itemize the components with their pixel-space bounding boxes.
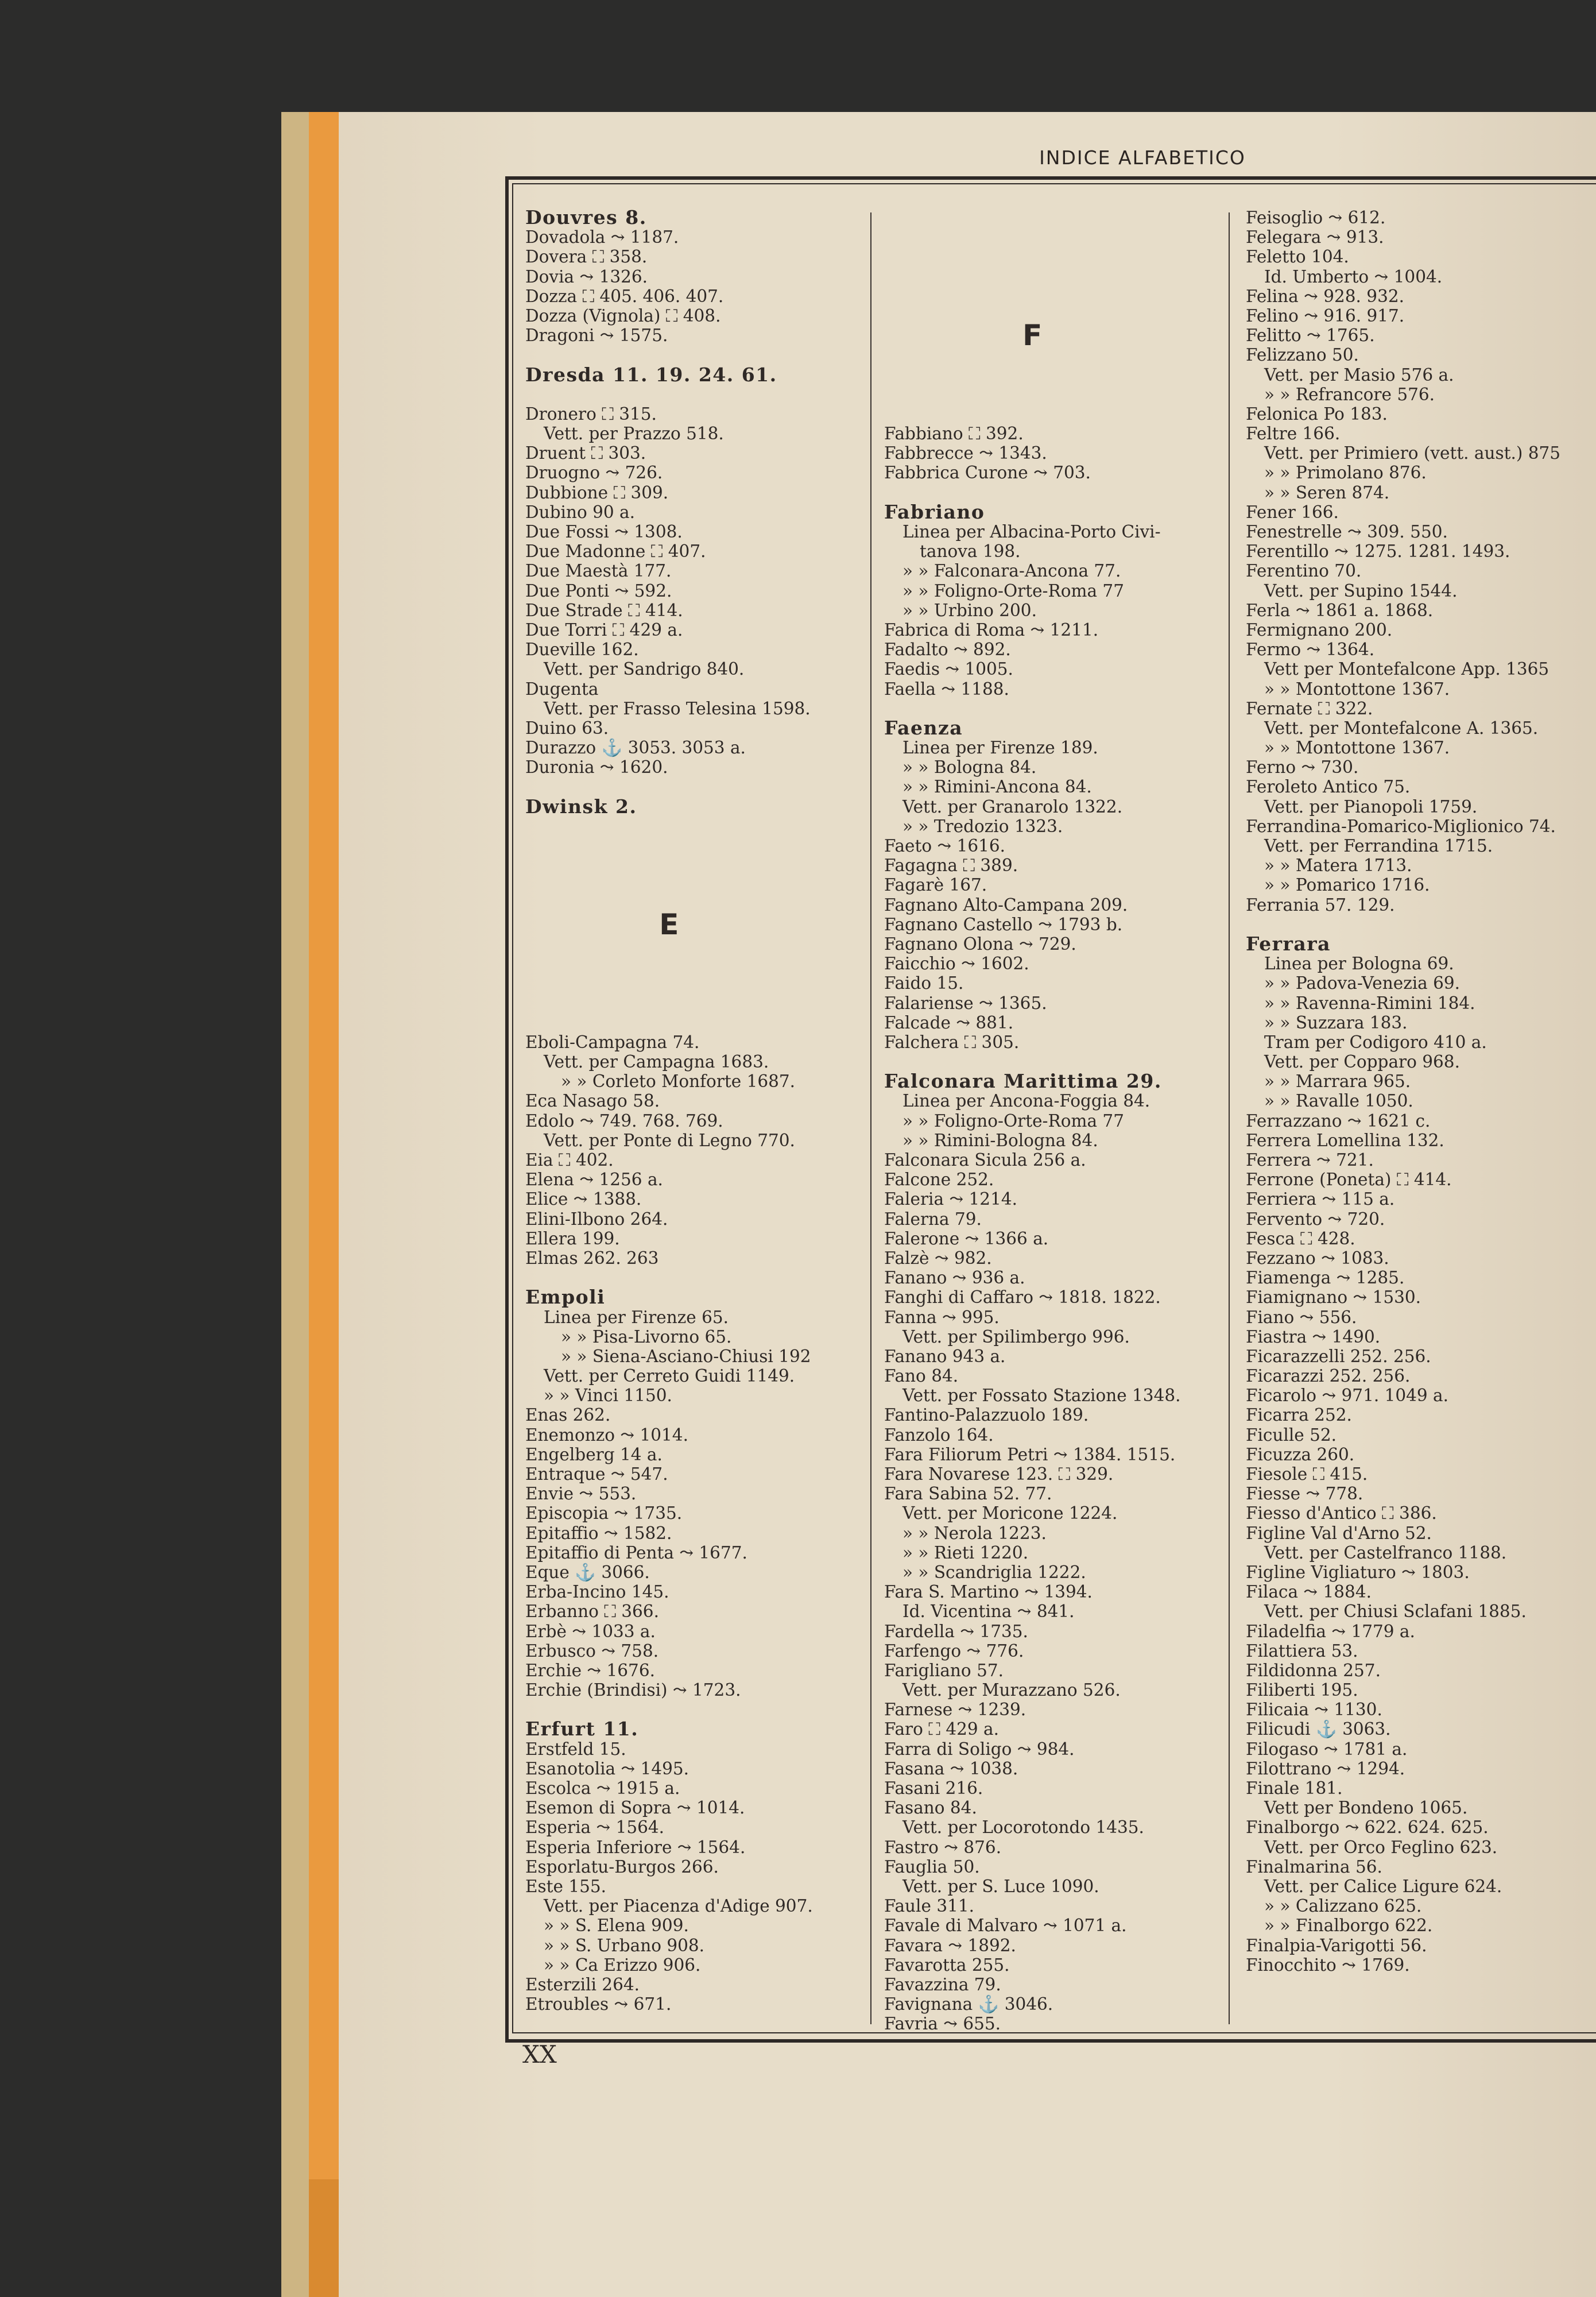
index-entry: Falchera ⛶ 305.	[884, 1032, 1020, 1052]
index-entry: Fagnano Alto-Campana 209.	[884, 895, 1128, 915]
index-entry: Erstfeld 15.	[525, 1739, 626, 1759]
index-entry: Finalmarina 56.	[1246, 1857, 1382, 1877]
index-entry: » » Calizzano 625.	[1264, 1896, 1422, 1916]
index-entry: Feltre 166.	[1246, 424, 1341, 444]
index-entry: Vett per Bondeno 1065.	[1264, 1798, 1468, 1818]
index-entry: Fara S. Martino ⤳ 1394.	[884, 1582, 1093, 1602]
index-entry	[525, 856, 813, 875]
index-entry: Vett. per Prazzo 518.	[544, 424, 724, 444]
index-entry: » » Pomarico 1716.	[1264, 875, 1430, 895]
index-entry: Farfengo ⤳ 776.	[884, 1641, 1024, 1661]
index-entry: Faule 311.	[884, 1896, 975, 1916]
index-heading: Faenza	[884, 716, 963, 739]
index-entry: Fauglia 50.	[884, 1857, 980, 1877]
index-entry: » » Vinci 1150.	[544, 1386, 672, 1406]
index-entry: Dugenta	[525, 679, 599, 699]
index-column-2	[884, 208, 1181, 2033]
index-entry: Linea per Albacina-Porto Civi-	[902, 522, 1161, 542]
index-entry: Falariense ⤳ 1365.	[884, 993, 1047, 1013]
index-entry: Ferno ⤳ 730.	[1246, 757, 1359, 778]
index-entry: Id. Vicentina ⤳ 841.	[902, 1602, 1075, 1622]
index-entry: Filicaia ⤳ 1130.	[1246, 1700, 1382, 1720]
index-entry: » » Montottone 1367.	[1264, 679, 1450, 699]
index-entry: Epitaffio ⤳ 1582.	[525, 1523, 672, 1543]
index-entry	[1246, 915, 1560, 934]
index-entry: Faedis ⤳ 1005.	[884, 659, 1013, 679]
index-entry: Enemonzo ⤳ 1014.	[525, 1425, 688, 1445]
index-entry: Ferentino 70.	[1246, 561, 1362, 581]
index-entry: » » Corleto Monforte 1687.	[561, 1072, 796, 1092]
index-entry: Erchie ⤳ 1676.	[525, 1660, 655, 1680]
index-entry	[884, 404, 1181, 424]
index-entry: Fabrica di Roma ⤳ 1211.	[884, 620, 1099, 640]
index-entry: Fenestrelle ⤳ 309. 550.	[1246, 522, 1448, 542]
index-entry	[525, 954, 813, 973]
index-entry: Vett. per Primiero (vett. aust.) 875	[1264, 443, 1561, 463]
index-entry: Fanano 943 a.	[884, 1346, 1006, 1366]
index-entry: Faella ⤳ 1188.	[884, 679, 1009, 699]
index-entry: Farnese ⤳ 1239.	[884, 1700, 1026, 1720]
index-entry: Id. Umberto ⤳ 1004.	[1264, 266, 1443, 287]
index-entry: Faro ⛶ 429 a.	[884, 1719, 999, 1739]
index-entry: Dovia ⤳ 1326.	[525, 266, 648, 287]
index-entry: Felina ⤳ 928. 932.	[1246, 286, 1404, 306]
index-entry: Dozza ⛶ 405. 406. 407.	[525, 286, 724, 306]
index-entry: Filicudi ⚓ 3063.	[1246, 1719, 1391, 1739]
index-entry: Fiamenga ⤳ 1285.	[1246, 1268, 1405, 1288]
index-entry: Fabbiano ⛶ 392.	[884, 424, 1024, 444]
index-entry: Felizzano 50.	[1246, 345, 1359, 365]
index-entry: Fesca ⛶ 428.	[1246, 1228, 1355, 1248]
index-entry: Due Torri ⛶ 429 a.	[525, 620, 683, 640]
index-entry: » » Seren 874.	[1264, 482, 1390, 502]
index-entry: » » Rieti 1220.	[902, 1542, 1029, 1563]
index-heading: Ferrara	[1246, 932, 1331, 955]
index-entry: Favria ⤳ 655.	[884, 2014, 1001, 2034]
index-entry: Linea per Bologna 69.	[1264, 954, 1454, 974]
index-entry: Finalpia-Varigotti 56.	[1246, 1935, 1427, 1955]
index-entry: Vett. per Spilimbergo 996.	[902, 1327, 1130, 1347]
index-entry: Fastro ⤳ 876.	[884, 1837, 1002, 1857]
index-entry: Fermignano 200.	[1246, 620, 1393, 640]
index-entry: Fervento ⤳ 720.	[1246, 1209, 1385, 1229]
index-entry: Falzè ⤳ 982.	[884, 1248, 992, 1268]
index-entry: » » Ravalle 1050.	[1264, 1091, 1413, 1111]
index-entry: Escolca ⤳ 1915 a.	[525, 1778, 680, 1798]
index-entry: Fanna ⤳ 995.	[884, 1307, 1000, 1327]
index-entry: Vett. per Pianopoli 1759.	[1264, 796, 1478, 817]
index-entry: Fildidonna 257.	[1246, 1660, 1381, 1680]
index-entry: Filiberti 195.	[1246, 1680, 1358, 1700]
index-entry: Dovadola ⤳ 1187.	[525, 227, 679, 248]
index-entry: Ellera 199.	[525, 1228, 620, 1248]
index-entry: Fiesse ⤳ 778.	[1246, 1484, 1363, 1504]
index-entry: Ficarazzi 252. 256.	[1246, 1366, 1411, 1386]
index-entry: Durazzo ⚓ 3053. 3053 a.	[525, 738, 746, 758]
index-heading: Erfurt 11.	[525, 1718, 639, 1741]
index-entry: Due Madonne ⛶ 407.	[525, 542, 706, 562]
index-entry: Fanghi di Caffaro ⤳ 1818. 1822.	[884, 1287, 1161, 1308]
index-entry: Figline Val d'Arno 52.	[1246, 1523, 1432, 1543]
index-entry: Vett. per Sandrigo 840.	[544, 659, 745, 679]
index-entry: tanova 198.	[920, 542, 1021, 562]
index-entry: Duronia ⤳ 1620.	[525, 757, 668, 778]
index-entry: Ferriera ⤳ 115 a.	[1246, 1189, 1395, 1209]
index-entry: » » Bologna 84.	[902, 757, 1037, 778]
index-entry: Vett. per Copparo 968.	[1264, 1052, 1460, 1072]
index-entry: Linea per Firenze 65.	[544, 1307, 729, 1327]
index-entry: Due Strade ⛶ 414.	[525, 600, 683, 620]
index-entry: Ficarra 252.	[1246, 1405, 1352, 1425]
index-entry: Felegara ⤳ 913.	[1246, 227, 1384, 248]
index-entry: » » S. Urbano 908.	[544, 1935, 705, 1955]
index-entry: » » Foligno-Orte-Roma 77	[902, 581, 1124, 601]
index-entry: » » Ca Erizzo 906.	[544, 1955, 701, 1975]
index-entry: Vett. per Castelfranco 1188.	[1264, 1542, 1507, 1563]
index-entry: Dovera ⛶ 358.	[525, 247, 648, 267]
index-entry: Due Ponti ⤳ 592.	[525, 581, 672, 601]
index-entry: Farigliano 57.	[884, 1660, 1004, 1680]
index-column-1	[525, 208, 813, 2014]
index-entry: Fabbrecce ⤳ 1343.	[884, 443, 1047, 463]
page-binding-edge	[281, 112, 309, 2297]
index-entry: Engelberg 14 a.	[525, 1444, 663, 1464]
index-entry	[525, 993, 813, 1013]
index-entry	[525, 345, 813, 365]
index-entry: Faicchio ⤳ 1602.	[884, 954, 1029, 974]
index-entry: Farra di Soligo ⤳ 984.	[884, 1739, 1075, 1759]
index-entry	[525, 1013, 813, 1033]
index-entry: Erbanno ⛶ 366.	[525, 1602, 659, 1622]
index-entry: Vett. per Cerreto Guidi 1149.	[544, 1366, 795, 1386]
index-entry	[884, 247, 1181, 266]
index-entry: Fanano ⤳ 936 a.	[884, 1268, 1025, 1288]
index-entry: Fernate ⛶ 322.	[1246, 698, 1373, 718]
index-entry: Favarotta 255.	[884, 1955, 1010, 1975]
index-entry: Falconara Sicula 256 a.	[884, 1150, 1086, 1170]
index-heading: Empoli	[525, 1286, 606, 1309]
index-entry: Fardella ⤳ 1735.	[884, 1621, 1028, 1641]
index-entry: Fara Filiorum Petri ⤳ 1384. 1515.	[884, 1444, 1176, 1464]
index-entry: Vett. per Moricone 1224.	[902, 1503, 1118, 1523]
page-header-title: INDICE ALFABETICO	[1039, 146, 1246, 169]
index-entry: » » Suzzara 183.	[1264, 1012, 1408, 1033]
index-entry: » » Tredozio 1323.	[902, 816, 1063, 836]
index-entry: Dragoni ⤳ 1575.	[525, 326, 668, 346]
index-entry: » » S. Elena 909.	[544, 1916, 689, 1936]
index-entry: » » Siena-Asciano-Chiusi 192	[561, 1346, 811, 1366]
index-entry	[884, 699, 1181, 718]
index-entry: Filattiera 53.	[1246, 1641, 1358, 1661]
index-entry	[525, 1700, 813, 1719]
index-heading: Dresda 11. 19. 24. 61.	[525, 363, 777, 386]
index-entry: Druogno ⤳ 726.	[525, 463, 663, 483]
index-heading: Fabriano	[884, 500, 985, 523]
index-entry: Ferrone (Poneta) ⛶ 414.	[1246, 1170, 1452, 1190]
index-entry: Fener 166.	[1246, 502, 1339, 522]
index-entry: Ferrandina-Pomarico-Miglionico 74.	[1246, 816, 1556, 836]
index-entry: Fanzolo 164.	[884, 1425, 994, 1445]
index-entry: » » Urbino 200.	[902, 600, 1037, 620]
index-entry: » » Pisa-Livorno 65.	[561, 1327, 732, 1347]
index-entry: Esperia ⤳ 1564.	[525, 1818, 665, 1838]
index-entry: Eca Nasago 58.	[525, 1091, 660, 1111]
index-entry: Filaca ⤳ 1884.	[1246, 1582, 1372, 1602]
index-heading: Douvres 8.	[525, 206, 647, 229]
index-entry: Ferrera Lomellina 132.	[1246, 1130, 1444, 1150]
index-entry: Erbusco ⤳ 758.	[525, 1641, 659, 1661]
index-entry: Erchie (Brindisi) ⤳ 1723.	[525, 1680, 741, 1700]
index-entry: Fagnano Castello ⤳ 1793 b.	[884, 914, 1123, 934]
index-entry: Fagagna ⛶ 389.	[884, 856, 1018, 876]
index-entry: Fiastra ⤳ 1490.	[1246, 1327, 1381, 1347]
index-entry: Fiesso d'Antico ⛶ 386.	[1246, 1503, 1437, 1523]
index-entry: Favale di Malvaro ⤳ 1071 a.	[884, 1916, 1127, 1936]
index-entry: Fagarè 167.	[884, 875, 987, 895]
index-entry: Ficarolo ⤳ 971. 1049 a.	[1246, 1386, 1449, 1406]
section-letter: E	[659, 907, 679, 941]
index-entry: Fabbrica Curone ⤳ 703.	[884, 463, 1091, 483]
column-divider-2	[1229, 212, 1230, 2024]
index-entry: Favara ⤳ 1892.	[884, 1935, 1016, 1955]
index-entry: Finocchito ⤳ 1769.	[1246, 1955, 1410, 1975]
section-letter: F	[1022, 319, 1043, 353]
index-entry: Falerna 79.	[884, 1209, 982, 1229]
index-entry: Fantino-Palazzuolo 189.	[884, 1405, 1089, 1425]
index-entry: Vett. per Frasso Telesina 1598.	[544, 698, 811, 718]
index-entry: Fasani 216.	[884, 1778, 983, 1798]
orange-margin-strip	[309, 112, 339, 2297]
index-entry: Finalborgo ⤳ 622. 624. 625.	[1246, 1818, 1489, 1838]
index-column-3	[1246, 208, 1560, 1975]
index-entry: Elice ⤳ 1388.	[525, 1189, 642, 1209]
index-entry: Erbè ⤳ 1033 a.	[525, 1621, 656, 1641]
index-entry: Vett. per Murazzano 526.	[902, 1680, 1121, 1700]
index-entry: Edolo ⤳ 749. 768. 769.	[525, 1111, 723, 1131]
index-entry: Eque ⚓ 3066.	[525, 1562, 650, 1582]
index-entry: Elena ⤳ 1256 a.	[525, 1170, 663, 1190]
index-entry: » » Matera 1713.	[1264, 856, 1412, 876]
index-entry: » » Nerola 1223.	[902, 1523, 1047, 1543]
index-entry: Linea per Firenze 189.	[902, 738, 1098, 758]
index-entry: Felonica Po 183.	[1246, 404, 1388, 424]
index-entry: » » Refrancore 576.	[1264, 384, 1435, 404]
index-entry: Esterzili 264.	[525, 1974, 640, 1994]
index-entry: Vett. per Masio 576 a.	[1264, 365, 1454, 385]
index-entry: Vett. per Orco Feglino 623.	[1264, 1837, 1498, 1857]
index-entry: Episcopia ⤳ 1735.	[525, 1503, 683, 1523]
index-entry: » » Montottone 1367.	[1264, 738, 1450, 758]
index-entry: Druent ⛶ 303.	[525, 443, 646, 463]
index-entry: Duino 63.	[525, 718, 609, 738]
index-entry: Felino ⤳ 916. 917.	[1246, 306, 1405, 326]
index-entry: Erba-Incino 145.	[525, 1582, 669, 1602]
index-entry: Vett. per Ponte di Legno 770.	[544, 1130, 795, 1150]
index-entry: Esperia Inferiore ⤳ 1564.	[525, 1837, 746, 1857]
index-heading: Dwinsk 2.	[525, 795, 637, 818]
index-entry: Epitaffio di Penta ⤳ 1677.	[525, 1542, 747, 1563]
index-entry	[525, 385, 813, 404]
index-entry: » » Finalborgo 622.	[1264, 1916, 1433, 1936]
index-entry	[884, 267, 1181, 287]
index-entry	[884, 287, 1181, 306]
index-entry: » » Scandriglia 1222.	[902, 1562, 1086, 1582]
index-entry: Vett. per Ferrandina 1715.	[1264, 836, 1493, 856]
column-divider-1	[870, 212, 871, 2024]
index-entry: Fadalto ⤳ 892.	[884, 640, 1011, 660]
index-entry: Feisoglio ⤳ 612.	[1246, 208, 1386, 227]
index-entry: Fermo ⤳ 1364.	[1246, 640, 1375, 660]
index-entry: Vett. per Granarolo 1322.	[902, 796, 1123, 817]
index-entry: » » Falconara-Ancona 77.	[902, 561, 1121, 581]
index-entry: Finale 181.	[1246, 1778, 1343, 1798]
index-entry: Dozza (Vignola) ⛶ 408.	[525, 306, 721, 326]
index-entry: Felitto ⤳ 1765.	[1246, 326, 1375, 346]
index-entry	[525, 777, 813, 796]
index-entry: Ferrera ⤳ 721.	[1246, 1150, 1374, 1170]
index-entry: Ferentillo ⤳ 1275. 1281. 1493.	[1246, 542, 1510, 562]
index-entry: Feletto 104.	[1246, 247, 1349, 267]
index-entry: Eia ⛶ 402.	[525, 1150, 614, 1170]
index-entry: Dueville 162.	[525, 640, 639, 660]
index-entry: Vett. per Fossato Stazione 1348.	[902, 1386, 1181, 1406]
index-heading: Falconara Marittima 29.	[884, 1070, 1162, 1093]
index-entry: Falcade ⤳ 881.	[884, 1012, 1014, 1033]
index-entry: Enas 262.	[525, 1405, 611, 1425]
index-entry: Fasano 84.	[884, 1798, 977, 1818]
index-entry: Dubbione ⛶ 309.	[525, 482, 669, 502]
index-entry	[525, 973, 813, 993]
index-entry: Fagnano Olona ⤳ 729.	[884, 934, 1076, 954]
index-entry: Vett. per Supino 1544.	[1264, 581, 1458, 601]
index-entry: Fiesole ⛶ 415.	[1246, 1464, 1368, 1484]
index-entry: Vett. per Locorotondo 1435.	[902, 1818, 1144, 1838]
index-entry: Fiano ⤳ 556.	[1246, 1307, 1357, 1327]
index-entry: Envie ⤳ 553.	[525, 1484, 637, 1504]
index-entry: Falerone ⤳ 1366 a.	[884, 1228, 1049, 1248]
index-entry	[525, 1268, 813, 1287]
index-entry	[884, 208, 1181, 227]
index-entry: Vett. per Calice Ligure 624.	[1264, 1876, 1502, 1896]
index-entry	[884, 1052, 1181, 1072]
page-number: XX	[522, 2040, 557, 2068]
index-entry: Favazzina 79.	[884, 1974, 1001, 1994]
index-entry: Eboli-Campagna 74.	[525, 1032, 700, 1052]
index-entry: Esanotolia ⤳ 1495.	[525, 1758, 689, 1778]
index-entry: Ferrania 57. 129.	[1246, 895, 1395, 915]
index-entry: Faleria ⤳ 1214.	[884, 1189, 1017, 1209]
index-entry: » » Ravenna-Rimini 184.	[1264, 993, 1475, 1013]
index-entry: Vett. per Montefalcone A. 1365.	[1264, 718, 1539, 738]
index-entry: Etroubles ⤳ 671.	[525, 1994, 672, 2014]
index-entry: » » Primolano 876.	[1264, 463, 1427, 483]
index-entry: Fara Sabina 52. 77.	[884, 1484, 1052, 1504]
index-entry: Fara Novarese 123. ⛶ 329.	[884, 1464, 1114, 1484]
index-entry: Ficarazzelli 252. 256.	[1246, 1346, 1431, 1366]
index-entry: Faido 15.	[884, 973, 964, 993]
index-entry: Vett. per Chiusi Sclafani 1885.	[1264, 1602, 1527, 1622]
index-entry: » » Rimini-Ancona 84.	[902, 777, 1092, 797]
index-entry: Fano 84.	[884, 1366, 959, 1386]
index-entry: Este 155.	[525, 1876, 607, 1896]
index-entry: Figline Vigliaturo ⤳ 1803.	[1246, 1562, 1470, 1582]
index-entry: Ficuzza 260.	[1246, 1444, 1355, 1464]
index-entry: Vett per Montefalcone App. 1365	[1264, 659, 1549, 679]
index-entry: Feroleto Antico 75.	[1246, 777, 1411, 797]
index-entry: Filogaso ⤳ 1781 a.	[1246, 1739, 1408, 1759]
index-entry: Ficulle 52.	[1246, 1425, 1337, 1445]
index-entry	[884, 365, 1181, 385]
index-entry: Esporlatu-Burgos 266.	[525, 1857, 719, 1877]
index-entry: » » Marrara 965.	[1264, 1072, 1411, 1092]
index-entry: Fasana ⤳ 1038.	[884, 1758, 1018, 1778]
index-entry: Dronero ⛶ 315.	[525, 404, 657, 424]
index-entry: Vett. per S. Luce 1090.	[902, 1876, 1099, 1896]
index-entry: Falcone 252.	[884, 1170, 994, 1190]
index-entry	[884, 483, 1181, 502]
index-entry	[525, 817, 813, 836]
index-entry: Esemon di Sopra ⤳ 1014.	[525, 1798, 745, 1818]
index-entry: Elmas 262. 263	[525, 1248, 659, 1268]
index-entry: Faeto ⤳ 1616.	[884, 836, 1006, 856]
index-entry: Dubino 90 a.	[525, 502, 635, 522]
index-entry: » » Padova-Venezia 69.	[1264, 973, 1461, 993]
index-entry: Due Maestà 177.	[525, 561, 672, 581]
scanned-page	[281, 112, 1596, 2297]
index-entry: Fiamignano ⤳ 1530.	[1246, 1287, 1421, 1308]
index-entry: Ferrazzano ⤳ 1621 c.	[1246, 1111, 1431, 1131]
index-entry	[884, 385, 1181, 404]
orange-margin-strip-bottom	[309, 2179, 339, 2297]
index-entry: Filadelfia ⤳ 1779 a.	[1246, 1621, 1415, 1641]
index-entry: Elini-Ilbono 264.	[525, 1209, 668, 1229]
index-entry: Filottrano ⤳ 1294.	[1246, 1758, 1405, 1778]
index-entry: Vett. per Campagna 1683.	[544, 1052, 769, 1072]
index-entry: Linea per Ancona-Foggia 84.	[902, 1091, 1150, 1111]
index-entry: Due Fossi ⤳ 1308.	[525, 522, 683, 542]
index-entry	[884, 227, 1181, 247]
index-entry: » » Foligno-Orte-Roma 77	[902, 1111, 1124, 1131]
index-entry: Ferla ⤳ 1861 a. 1868.	[1246, 600, 1434, 620]
index-entry	[525, 875, 813, 895]
index-entry: » » Rimini-Bologna 84.	[902, 1130, 1098, 1150]
index-entry: Favignana ⚓ 3046.	[884, 1994, 1053, 2014]
index-entry: Tram per Codigoro 410 a.	[1264, 1032, 1487, 1052]
index-entry	[525, 836, 813, 856]
index-entry: Vett. per Piacenza d'Adige 907.	[544, 1896, 813, 1916]
index-entry: Entraque ⤳ 547.	[525, 1464, 668, 1484]
index-entry: Fezzano ⤳ 1083.	[1246, 1248, 1389, 1268]
